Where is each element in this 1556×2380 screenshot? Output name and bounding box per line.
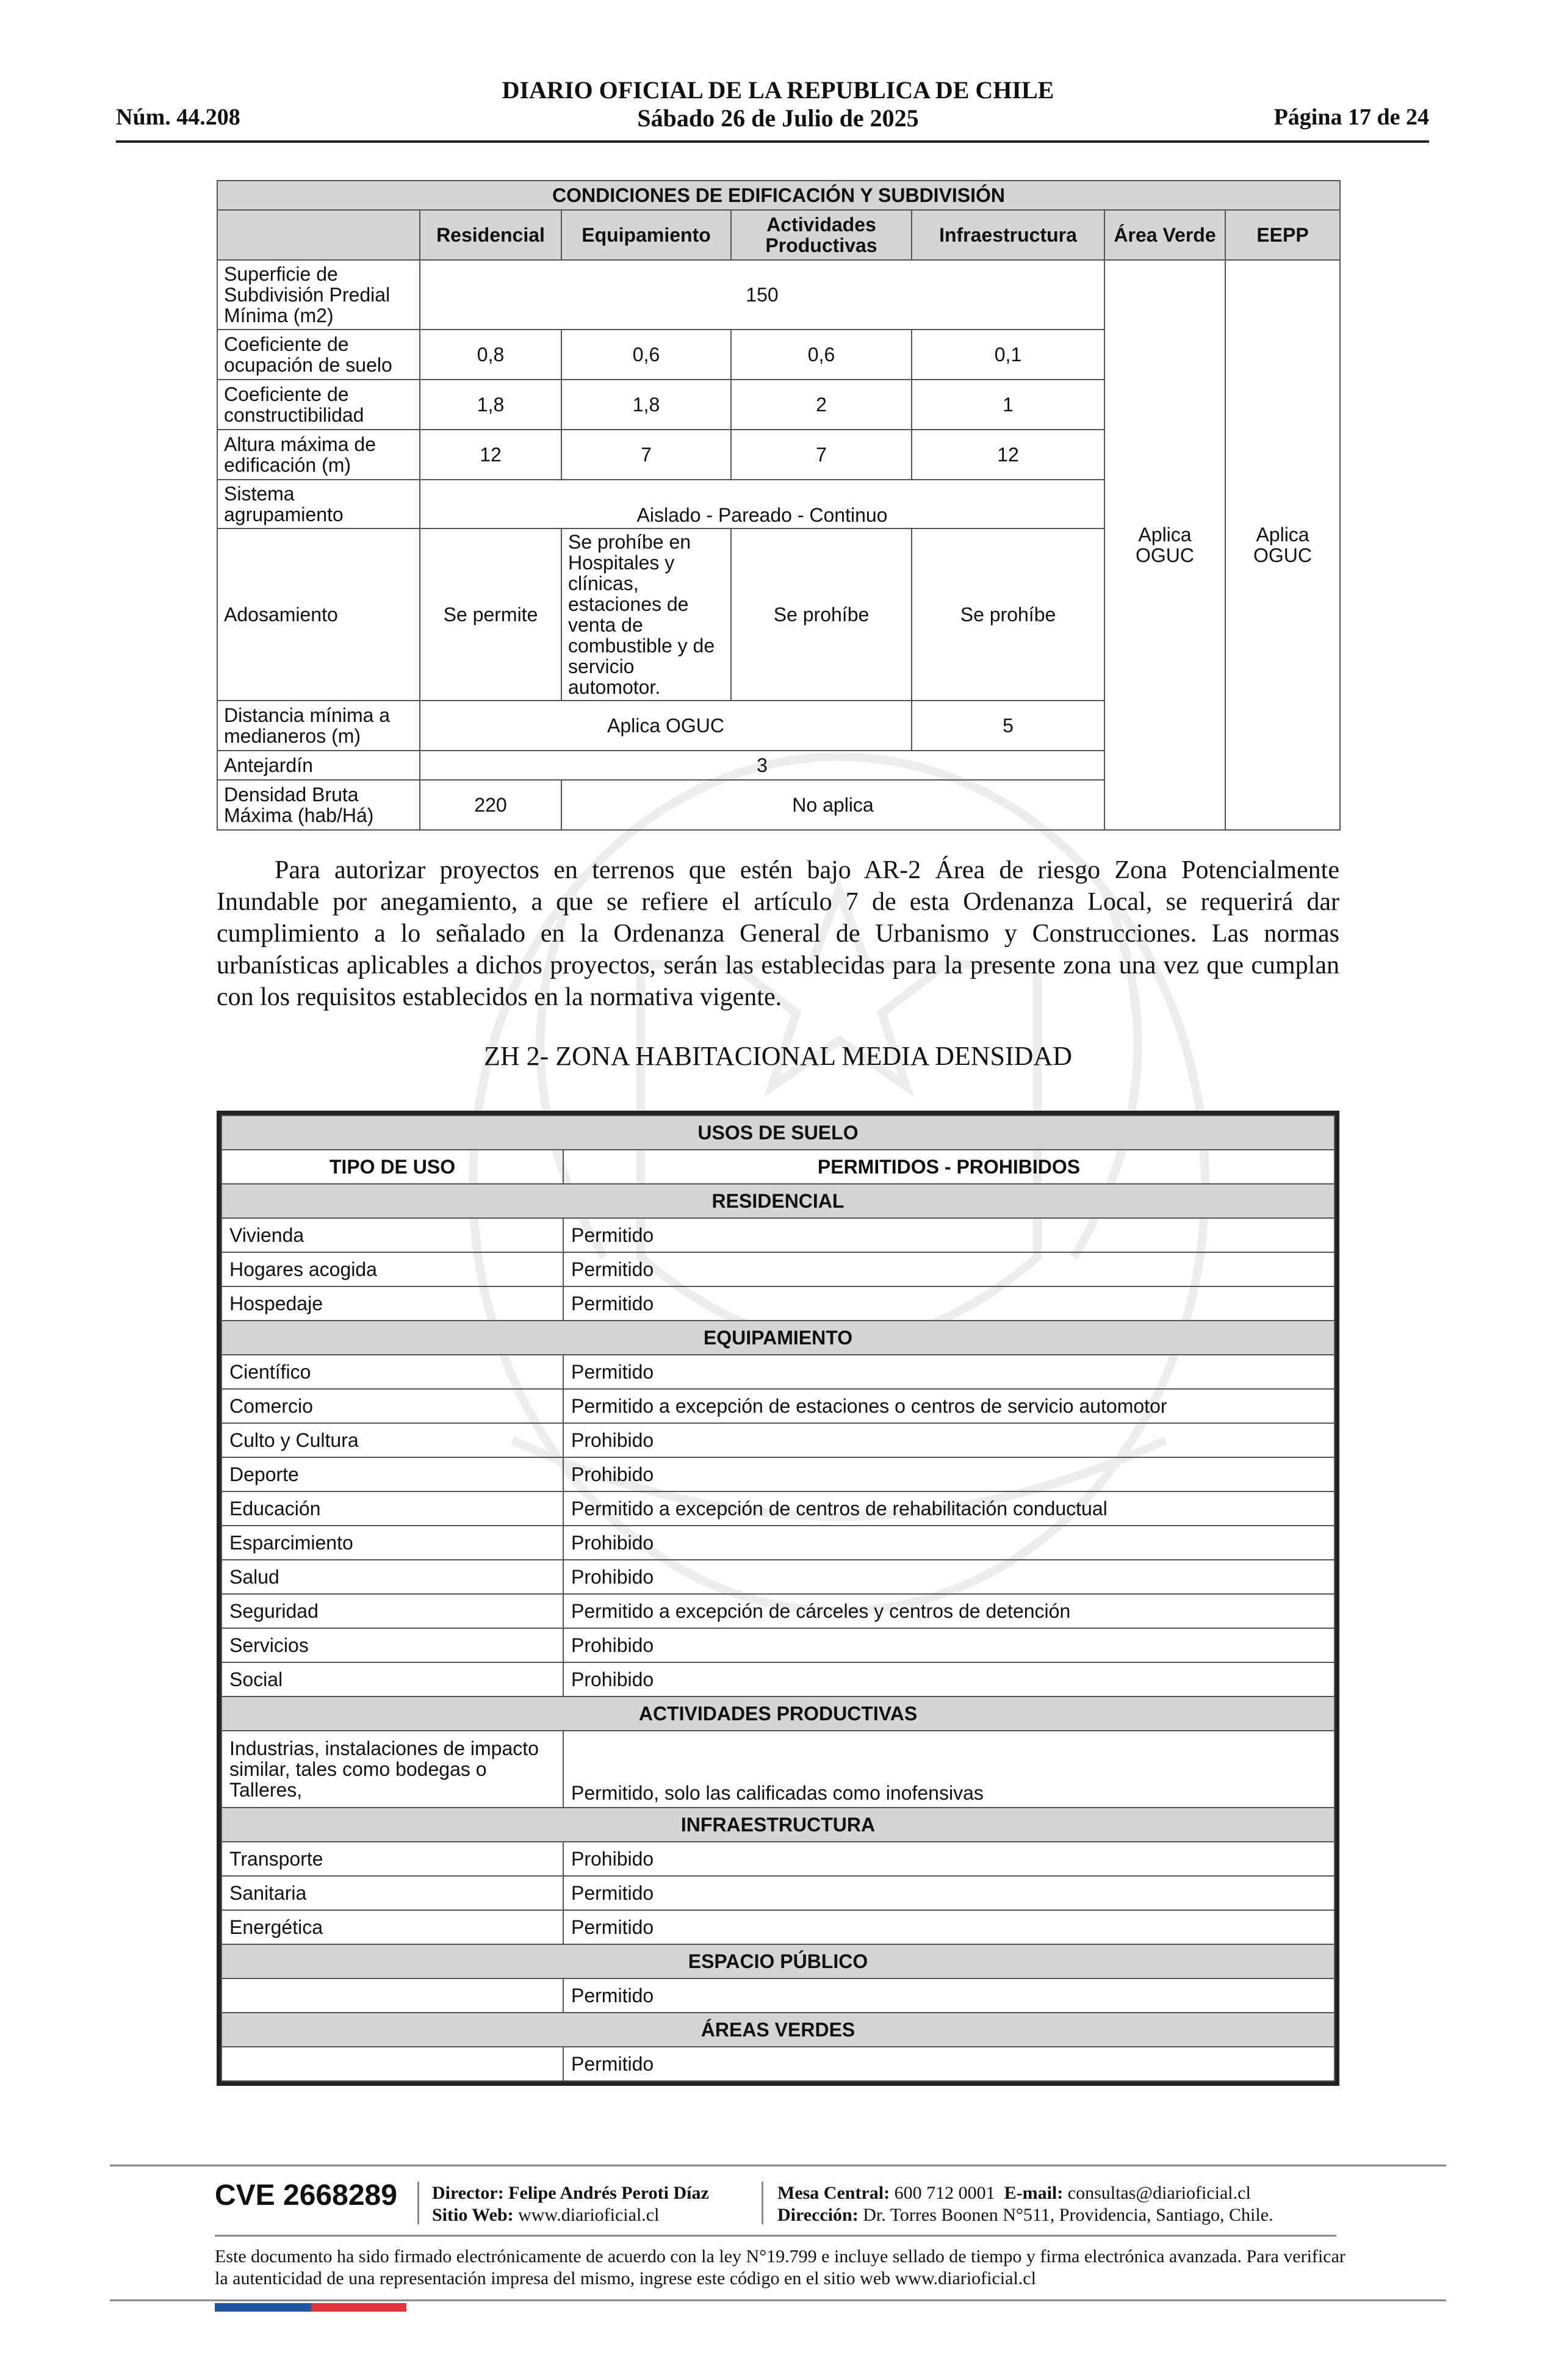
footer-separator xyxy=(417,2182,419,2224)
table-title: CONDICIONES DE EDIFICACIÓN Y SUBDIVISIÓN xyxy=(217,181,1340,210)
header-divider xyxy=(116,140,1429,143)
use-type xyxy=(222,2047,563,2081)
address: Dr. Torres Boonen N°511, Providencia, Santiago, Chile. xyxy=(863,2205,1273,2225)
col-header: Infraestructura xyxy=(912,210,1104,260)
footer-separator xyxy=(762,2182,763,2224)
cell-value: 220 xyxy=(420,780,561,830)
cell-value: Se permite xyxy=(420,528,561,701)
use-type: Hospedaje xyxy=(222,1286,563,1321)
row-label: Altura máxima de edificación (m) xyxy=(217,430,420,480)
email-link[interactable]: consultas@diarioficial.cl xyxy=(1067,2183,1251,2203)
site-label: Sitio Web: xyxy=(432,2205,514,2225)
cell-value: 0,1 xyxy=(912,330,1104,380)
use-status: Permitido xyxy=(563,1355,1334,1389)
section-header: RESIDENCIAL xyxy=(222,1184,1334,1218)
page-number: Página 17 de 24 xyxy=(1273,104,1429,130)
email-label: E-mail: xyxy=(1004,2183,1064,2203)
use-type: Industrias, instalaciones de impacto similar, tales como bodegas o Talleres, xyxy=(222,1731,563,1808)
table-row xyxy=(222,2047,1334,2081)
use-type: Deporte xyxy=(222,1457,563,1491)
cell-value: 12 xyxy=(420,430,561,480)
cell-value: Se prohíbe en Hospitales y clínicas, estaciones de venta de combustible y de servicio automotor. xyxy=(561,528,731,701)
site-link[interactable]: www.diarioficial.cl xyxy=(518,2205,660,2225)
table-row xyxy=(222,1355,1334,1389)
col-header-type: TIPO DE USO xyxy=(222,1150,563,1184)
cell-value: No aplica xyxy=(561,780,1104,830)
table-row xyxy=(222,1389,1334,1423)
use-status: Prohibido xyxy=(563,1457,1334,1491)
use-status: Prohibido xyxy=(563,1662,1334,1697)
use-type xyxy=(222,1978,563,2013)
footer-director-block xyxy=(432,2182,709,2226)
use-status: Permitido xyxy=(563,1876,1334,1910)
cve-code: CVE 2668289 xyxy=(215,2179,397,2212)
cell-value: 0,6 xyxy=(561,330,731,380)
use-type: Sanitaria xyxy=(222,1876,563,1910)
publication-date: Sábado 26 de Julio de 2025 xyxy=(637,104,919,132)
publication-title: DIARIO OFICIAL DE LA REPUBLICA DE CHILE xyxy=(502,76,1054,104)
section-header: ÁREAS VERDES xyxy=(222,2013,1334,2047)
land-use-table-grid xyxy=(221,1115,1335,2082)
use-type: Seguridad xyxy=(222,1594,563,1628)
use-type: Culto y Cultura xyxy=(222,1423,563,1457)
row-label: Superficie de Subdivisión Predial Mínima (m2) xyxy=(217,260,420,330)
use-type: Servicios xyxy=(222,1628,563,1662)
table-row xyxy=(222,1731,1334,1808)
row-label: Densidad Bruta Máxima (hab/Há) xyxy=(217,780,420,830)
use-status: Permitido a excepción de centros de rehabilitación conductual xyxy=(563,1491,1334,1526)
cell-value: 2 xyxy=(731,380,912,430)
cell-value: 3 xyxy=(420,751,1104,780)
section-header: INFRAESTRUCTURA xyxy=(222,1808,1334,1842)
table-row xyxy=(222,1286,1334,1321)
phone-number: 600 712 0001 xyxy=(894,2183,995,2203)
use-status: Permitido a excepción de estaciones o centros de servicio automotor xyxy=(563,1389,1334,1423)
table-row xyxy=(222,1662,1334,1697)
flag-bar-red xyxy=(311,2303,406,2312)
director-label: Director: xyxy=(432,2183,504,2203)
col-header: EEPP xyxy=(1225,210,1340,260)
row-label: Adosamiento xyxy=(217,528,420,701)
use-type: Científico xyxy=(222,1355,563,1389)
flag-bar-blue xyxy=(215,2303,311,2312)
legal-notice: Este documento ha sido firmado electrónicamente de acuerdo con la ley N°19.799 e incluye sellado de tiempo y firma electrónica avanzada. Para verificar la autenticidad de una representación impresa del mismo, ingrese este código en el sitio web www.diarioficial.cl xyxy=(215,2246,1345,2288)
section-header: ACTIVIDADES PRODUCTIVAS xyxy=(222,1697,1334,1731)
cell-value: 7 xyxy=(561,430,731,480)
cell-value: Aislado - Pareado - Continuo xyxy=(420,480,1104,528)
table-row xyxy=(222,1628,1334,1662)
use-status: Prohibido xyxy=(563,1560,1334,1594)
col-header-status: PERMITIDOS - PROHIBIDOS xyxy=(563,1150,1334,1184)
cell-value: 12 xyxy=(912,430,1104,480)
row-label: Distancia mínima a medianeros (m) xyxy=(217,701,420,751)
table-row xyxy=(222,1526,1334,1560)
row-label: Coeficiente de ocupación de suelo xyxy=(217,330,420,380)
use-status: Prohibido xyxy=(563,1628,1334,1662)
director-name: Felipe Andrés Peroti Díaz xyxy=(508,2183,709,2203)
table-row xyxy=(222,1842,1334,1876)
area-verde-value: Aplica OGUC xyxy=(1104,260,1225,830)
issue-number: Núm. 44.208 xyxy=(116,104,240,130)
address-label: Dirección: xyxy=(777,2205,859,2225)
cell-value: 0,6 xyxy=(731,330,912,380)
use-type: Hogares acogida xyxy=(222,1252,563,1286)
table-row xyxy=(222,1910,1334,1944)
table-row xyxy=(222,1218,1334,1252)
use-type: Vivienda xyxy=(222,1218,563,1252)
col-header: Equipamiento xyxy=(561,210,731,260)
header-empty xyxy=(217,210,420,260)
use-status: Permitido, solo las calificadas como inofensivas xyxy=(563,1731,1334,1808)
col-header: Residencial xyxy=(420,210,561,260)
use-status: Prohibido xyxy=(563,1423,1334,1457)
table-row xyxy=(222,1978,1334,2013)
use-type: Energética xyxy=(222,1910,563,1944)
use-type: Salud xyxy=(222,1560,563,1594)
col-header: Actividades Productivas xyxy=(731,210,912,260)
use-status: Permitido xyxy=(563,1286,1334,1321)
table-row xyxy=(222,1491,1334,1526)
cell-value: 1 xyxy=(912,380,1104,430)
table-row xyxy=(222,1876,1334,1910)
cell-value: 0,8 xyxy=(420,330,561,380)
body-paragraph: Para autorizar proyectos en terrenos que estén bajo AR-2 Área de riesgo Zona Potencialmente Inundable por anegamiento, a que se refiere el artículo 7 de esta Ordenanza Local, se requerirá dar cumplimiento a lo señalado en la Ordenanza General de Urbanismo y Construcciones. Las normas urbanísticas aplicables a dichos proyectos, serán las establecidas para la presente zona una vez que cumplan con los requisitos establecidos en la normativa vigente. xyxy=(217,856,1339,1011)
footer-contact-block xyxy=(777,2182,1273,2226)
row-label: Sistema agrupamiento xyxy=(217,480,420,528)
row-label: Antejardín xyxy=(217,751,420,780)
use-status: Permitido a excepción de cárceles y centros de detención xyxy=(563,1594,1334,1628)
zone-title: ZH 2- ZONA HABITACIONAL MEDIA DENSIDAD xyxy=(484,1041,1072,1071)
cell-value: Se prohíbe xyxy=(912,528,1104,701)
cell-value: 5 xyxy=(912,701,1104,751)
table-row xyxy=(222,1423,1334,1457)
row-label: Coeficiente de constructibilidad xyxy=(217,380,420,430)
use-type: Comercio xyxy=(222,1389,563,1423)
use-type: Social xyxy=(222,1662,563,1697)
phone-label: Mesa Central: xyxy=(777,2183,890,2203)
use-status: Permitido xyxy=(563,1252,1334,1286)
eepp-value: Aplica OGUC xyxy=(1225,260,1340,830)
use-type: Educación xyxy=(222,1491,563,1526)
table-row xyxy=(222,1560,1334,1594)
use-type: Transporte xyxy=(222,1842,563,1876)
footer-divider-bottom xyxy=(110,2299,1446,2301)
cell-value: 150 xyxy=(420,260,1104,330)
cell-value: 7 xyxy=(731,430,912,480)
cell-value: 1,8 xyxy=(420,380,561,430)
section-header: EQUIPAMIENTO xyxy=(222,1321,1334,1355)
use-type: Esparcimiento xyxy=(222,1526,563,1560)
col-header: Área Verde xyxy=(1104,210,1225,260)
use-status: Permitido xyxy=(563,1218,1334,1252)
table-row xyxy=(222,1457,1334,1491)
cell-value: Se prohíbe xyxy=(731,528,912,701)
use-status: Prohibido xyxy=(563,1526,1334,1560)
footer-divider-top xyxy=(110,2165,1446,2166)
use-status: Prohibido xyxy=(563,1842,1334,1876)
cell-value: 1,8 xyxy=(561,380,731,430)
use-status: Permitido xyxy=(563,2047,1334,2081)
table-row xyxy=(222,1252,1334,1286)
use-status: Permitido xyxy=(563,1978,1334,2013)
table-row xyxy=(222,1594,1334,1628)
cell-value: Aplica OGUC xyxy=(420,701,912,751)
use-status: Permitido xyxy=(563,1910,1334,1944)
section-header: ESPACIO PÚBLICO xyxy=(222,1944,1334,1978)
land-use-table xyxy=(217,1111,1339,2086)
table-title: USOS DE SUELO xyxy=(222,1116,1334,1150)
building-conditions-table xyxy=(217,180,1341,831)
footer-divider-mid xyxy=(215,2235,1336,2237)
